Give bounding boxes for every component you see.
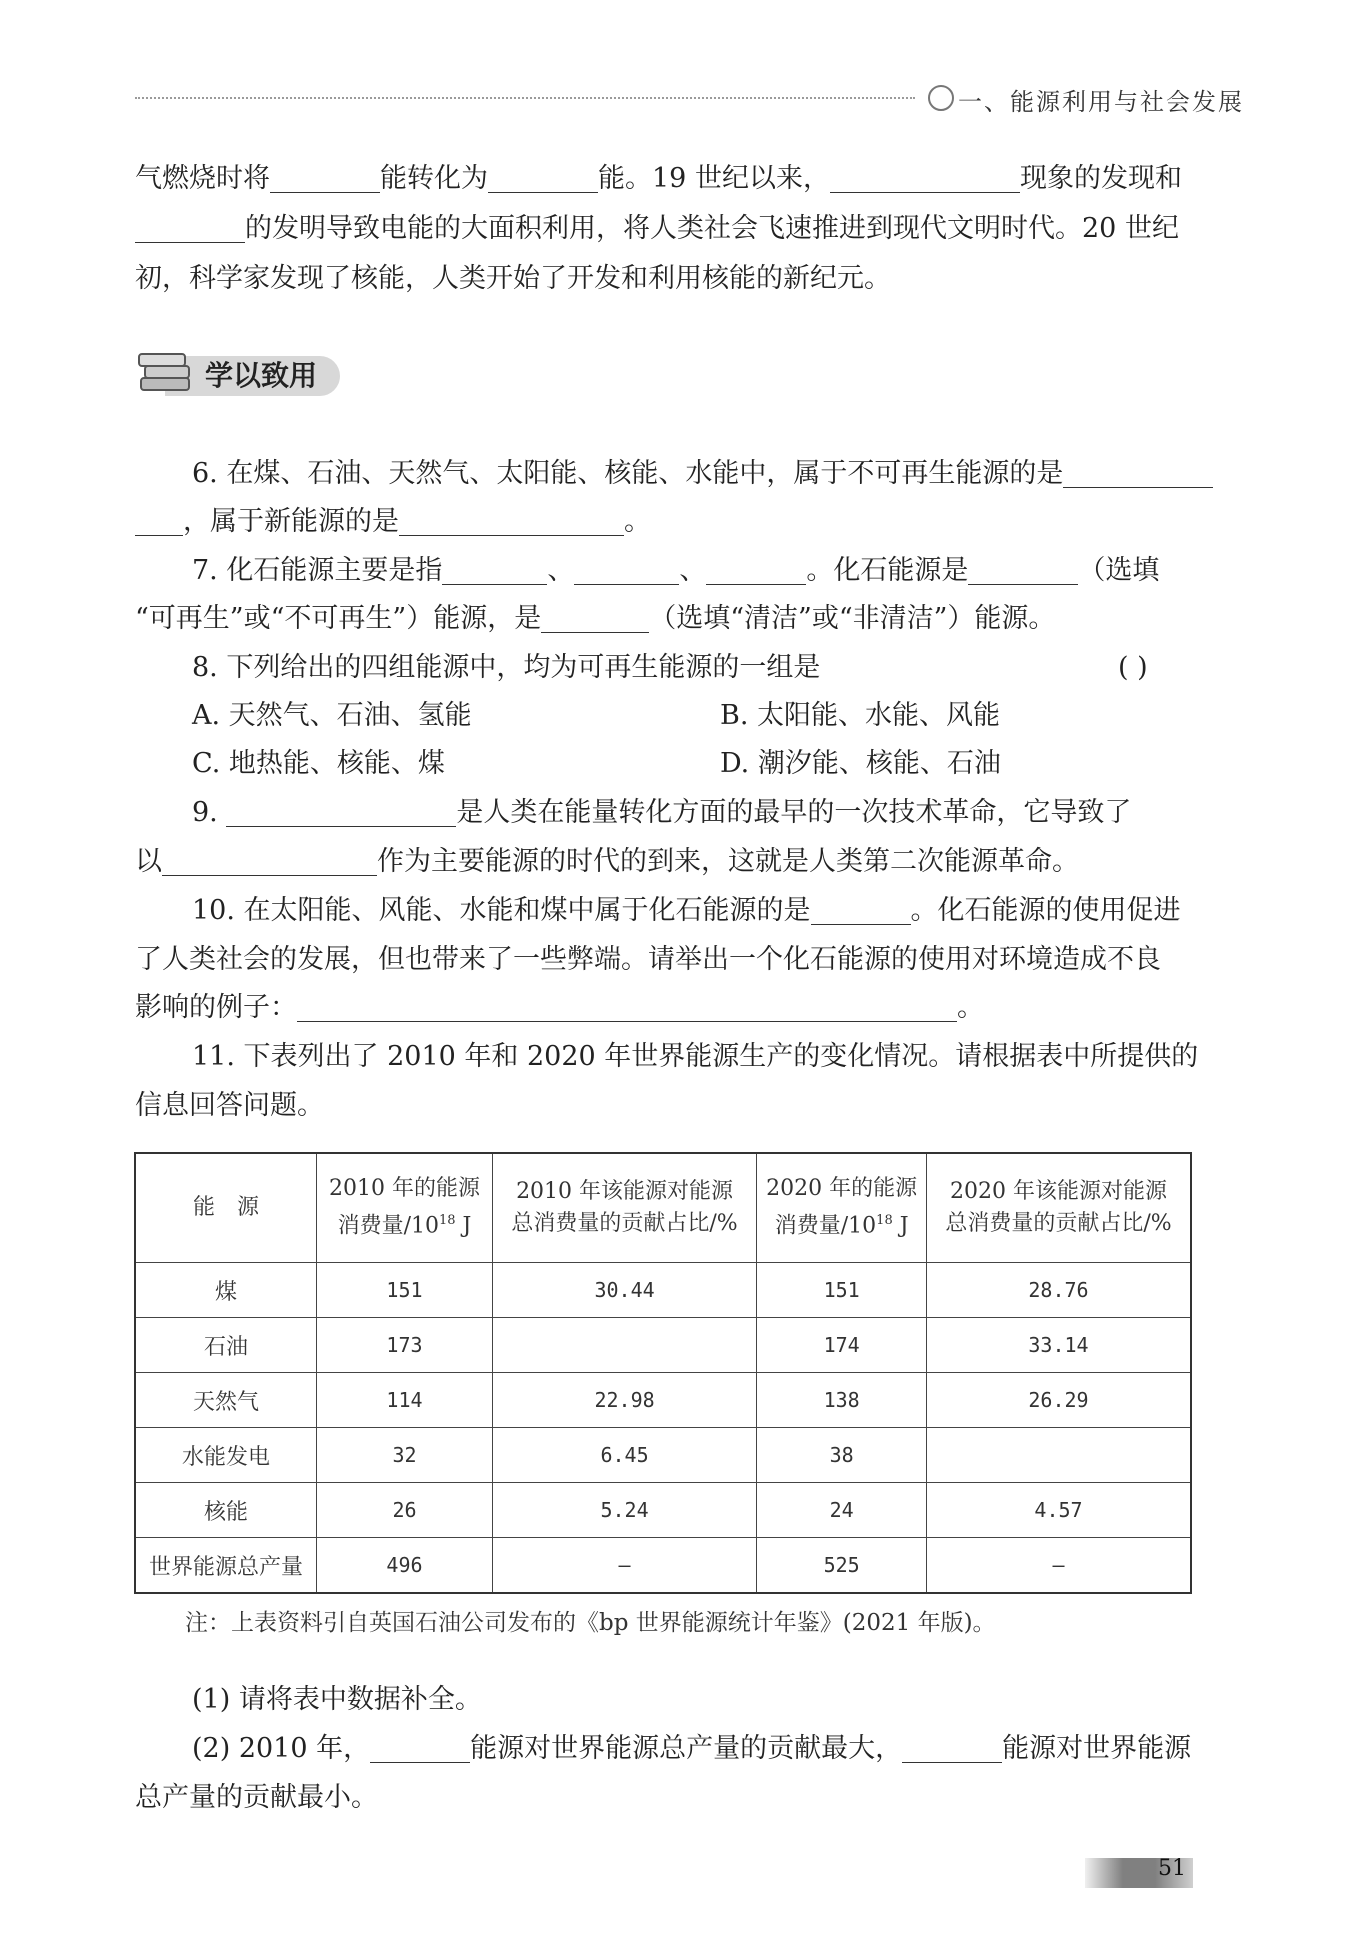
intro-line-3: 初，科学家发现了核能，人类开始了开发和利用核能的新纪元。 (135, 263, 891, 294)
cell: 151 (317, 1263, 493, 1318)
option-c[interactable]: C. 地热能、核能、煤 (192, 748, 445, 779)
cell: 30.44 (492, 1263, 756, 1318)
question-6-line-1: 6. 在煤、石油、天然气、太阳能、核能、水能中，属于不可再生能源的是 (135, 450, 1191, 498)
cell: 173 (317, 1318, 493, 1373)
table-header-row (135, 1153, 1191, 1263)
row-label: 煤 (135, 1263, 317, 1318)
sub-question-2-line-1: (2) 2010 年， 能源对世界能源总产量的贡献最大， 能源对世界能源 (192, 1733, 1192, 1764)
question-8-stem: 8. 下列给出的四组能源中，均为可再生能源的一组是 (192, 652, 821, 683)
blank[interactable] (541, 602, 649, 633)
answer-paren[interactable]: ( ) (1118, 652, 1148, 683)
cell: 28.76 (927, 1263, 1191, 1318)
blank[interactable] (162, 845, 377, 876)
cell: 5.24 (492, 1483, 756, 1538)
energy-table (134, 1152, 1192, 1594)
cell: 138 (757, 1373, 927, 1428)
chapter-title: 一、能源利用与社会发展 (958, 88, 1244, 116)
cell: 525 (757, 1538, 927, 1594)
cell: 151 (757, 1263, 927, 1318)
cell: 496 (317, 1538, 493, 1594)
header-dotted-rule (135, 97, 915, 99)
empty-answer-cell[interactable] (927, 1428, 1191, 1483)
row-label: 世界能源总产量 (135, 1538, 317, 1594)
question-10-line-2: 了人类社会的发展，但也带来了一些弊端。请举出一个化石能源的使用对环境造成不良 (135, 944, 1161, 975)
books-icon (135, 348, 197, 400)
cell: — (492, 1538, 756, 1594)
question-9-line-2: 以 作为主要能源的时代的到来，这就是人类第二次能源革命。 (135, 846, 1079, 877)
col-header-2010-share: 2010 年该能源对能源 总消费量的贡献占比/% (492, 1153, 756, 1263)
cell: 26 (317, 1483, 493, 1538)
blank[interactable] (574, 554, 679, 585)
blank[interactable] (135, 212, 245, 243)
cell: 174 (757, 1318, 927, 1373)
option-b[interactable]: B. 太阳能、水能、风能 (720, 700, 1001, 731)
col-header-2020-share: 2020 年该能源对能源 总消费量的贡献占比/% (927, 1153, 1191, 1263)
page-number: 51 (1158, 1856, 1186, 1881)
question-11-line-1: 11. 下表列出了 2010 年和 2020 年世界能源生产的变化情况。请根据表中所提供的 (192, 1041, 1199, 1072)
blank[interactable] (811, 894, 911, 925)
blank[interactable] (488, 162, 598, 193)
col-header-energy: 能 源 (135, 1153, 317, 1263)
question-10-line-1: 10. 在太阳能、风能、水能和煤中属于化石能源的是 。化石能源的使用促进 (192, 895, 1181, 926)
table-row (135, 1428, 1191, 1483)
blank[interactable] (135, 505, 183, 536)
table-row (135, 1318, 1191, 1373)
row-label: 核能 (135, 1483, 317, 1538)
blank[interactable] (968, 554, 1078, 585)
blank[interactable] (442, 554, 547, 585)
empty-answer-cell[interactable] (492, 1318, 756, 1373)
table-note: 注：上表资料引自英国石油公司发布的《bp 世界能源统计年鉴》(2021 年版)。 (185, 1610, 996, 1636)
header-circle-icon (928, 85, 954, 111)
table-row (135, 1538, 1191, 1594)
cell: 33.14 (927, 1318, 1191, 1373)
cell: 114 (317, 1373, 493, 1428)
col-header-2010-consumption: 2010 年的能源 消费量$/10^{18}$ J (317, 1153, 493, 1263)
option-a[interactable]: A. 天然气、石油、氢能 (192, 700, 472, 731)
section-title: 学以致用 (205, 359, 318, 392)
cell: 38 (757, 1428, 927, 1483)
question-6-line-2: ，属于新能源的是 。 (135, 498, 1191, 546)
blank[interactable] (297, 991, 957, 1022)
sub-question-2-line-2: 总产量的贡献最小。 (135, 1782, 378, 1813)
blank[interactable] (226, 796, 456, 827)
table-row (135, 1483, 1191, 1538)
blank[interactable] (830, 162, 1020, 193)
question-10-line-3: 影响的例子： 。 (135, 992, 984, 1023)
intro-line-1: 气燃烧时将 能转化为 能。19 世纪以来， 现象的发现和 (135, 163, 1182, 194)
question-11-line-2: 信息回答问题。 (135, 1090, 324, 1121)
cell: 22.98 (492, 1373, 756, 1428)
row-label: 石油 (135, 1318, 317, 1373)
cell: 32 (317, 1428, 493, 1483)
section-badge (135, 348, 335, 400)
col-header-2020-consumption: 2020 年的能源 消费量$/10^{18}$ J (757, 1153, 927, 1263)
cell: 6.45 (492, 1428, 756, 1483)
intro-line-2: 的发明导致电能的大面积利用，将人类社会飞速推进到现代文明时代。20 世纪 (135, 205, 1191, 253)
cell: 24 (757, 1483, 927, 1538)
blank[interactable] (399, 505, 624, 536)
question-7-line-1: 7. 化石能源主要是指 、 、 。化石能源是 （选填 (192, 555, 1160, 586)
question-7-line-2: “可再生”或“不可再生”）能源，是 （选填“清洁”或“非清洁”）能源。 (135, 603, 1056, 634)
blank[interactable] (370, 1732, 470, 1763)
row-label: 水能发电 (135, 1428, 317, 1483)
question-9-line-1: 9. 是人类在能量转化方面的最早的一次技术革命，它导致了 (192, 797, 1132, 828)
blank[interactable] (1063, 457, 1213, 488)
blank[interactable] (706, 554, 806, 585)
cell: 4.57 (927, 1483, 1191, 1538)
option-d[interactable]: D. 潮汐能、核能、石油 (720, 748, 1001, 779)
row-label: 天然气 (135, 1373, 317, 1428)
blank[interactable] (270, 162, 380, 193)
table-row (135, 1263, 1191, 1318)
table-row (135, 1373, 1191, 1428)
cell: — (927, 1538, 1191, 1594)
blank[interactable] (902, 1732, 1002, 1763)
sub-question-1: (1) 请将表中数据补全。 (192, 1684, 482, 1715)
cell: 26.29 (927, 1373, 1191, 1428)
